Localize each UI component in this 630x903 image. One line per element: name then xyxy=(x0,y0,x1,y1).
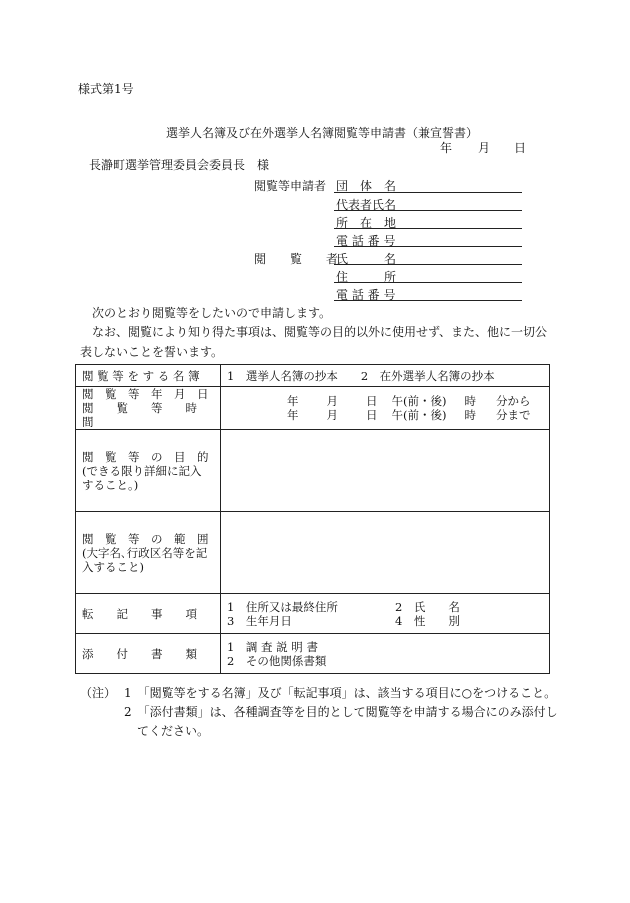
from-year: 年 xyxy=(287,394,299,408)
viewer-label: 閲 覧 者 xyxy=(254,252,339,266)
date-month: 月 xyxy=(478,141,491,155)
note-2-line1: 2 「添付書類」は、各種調査等を目的として閲覧等を申請する場合にのみ添付し xyxy=(124,705,558,719)
table-row-transcription xyxy=(76,594,550,634)
attachments-content[interactable] xyxy=(221,634,550,674)
datetime-label xyxy=(76,387,221,430)
applicant-phone-field[interactable] xyxy=(334,246,522,247)
to-hour: 時 xyxy=(464,408,476,422)
list-label: 閲 覧 等 を す る 名 簿 xyxy=(76,365,221,387)
list-content[interactable]: 1 選挙人名簿の抄本 2 在外選挙人名簿の抄本 xyxy=(221,365,550,387)
applicant-group-name-field[interactable] xyxy=(334,192,522,193)
from-day: 日 xyxy=(366,394,378,408)
applicant-representative-field[interactable] xyxy=(334,210,522,211)
purpose-label-line2: (できる限り詳細に記入 xyxy=(82,463,202,478)
transcription-item-address[interactable]: 1 住所又は最終住所 xyxy=(227,599,338,614)
purpose-field[interactable] xyxy=(221,430,550,512)
datetime-content[interactable] xyxy=(221,387,550,430)
application-table xyxy=(75,364,550,674)
transcription-content[interactable] xyxy=(221,594,550,634)
applicant-label: 閲覧等申請者 xyxy=(254,179,327,193)
datetime-from-line xyxy=(227,394,543,408)
to-month: 月 xyxy=(326,408,338,422)
purpose-label-line3: すること。) xyxy=(82,477,139,492)
transcription-item-birthdate[interactable]: 3 生年月日 xyxy=(227,613,292,628)
table-row-datetime xyxy=(76,387,550,430)
purpose-label-line1: 閲 覧 等 の 目 的 xyxy=(82,449,209,464)
body-line-3: 表しないことを誓います。 xyxy=(80,345,224,359)
purpose-label xyxy=(76,430,221,512)
date-day: 日 xyxy=(514,141,527,155)
datetime-label-line2: 閲 覧 等 時 間 xyxy=(82,401,220,429)
viewer-address-field[interactable] xyxy=(334,282,522,283)
applicant-address-field[interactable] xyxy=(334,228,522,229)
viewer-address-label: 住 所 xyxy=(336,270,397,284)
attachment-item-survey[interactable]: 1 調 査 説 明 書 xyxy=(227,639,318,654)
note-2-line2: てください。 xyxy=(137,724,210,738)
from-minute: 分から xyxy=(495,394,531,408)
notes-prefix: （注） xyxy=(80,686,117,700)
body-line-1: 次のとおり閲覧等をしたいので申請します。 xyxy=(92,306,332,320)
table-row-list xyxy=(76,365,550,387)
viewer-phone-label: 電 話 番 号 xyxy=(336,288,396,302)
datetime-to-line xyxy=(227,408,543,422)
applicant-address-label: 所 在 地 xyxy=(336,216,397,230)
note-1: 1 「閲覧等をする名簿」及び「転記事項」は、該当する項目に○をつけること。 xyxy=(124,686,557,700)
transcription-item-name[interactable]: 2 氏 名 xyxy=(395,599,460,614)
viewer-name-label: 氏 名 xyxy=(336,252,397,266)
applicant-representative-label: 代表者氏名 xyxy=(336,198,397,212)
scope-label-line2: (大字名､行政区名等を記 xyxy=(82,545,208,560)
transcription-item-gender[interactable]: 4 性 別 xyxy=(395,613,460,628)
scope-label-line1: 閲 覧 等 の 範 囲 xyxy=(82,531,209,546)
from-hour: 時 xyxy=(464,394,476,408)
datetime-label-line1: 閲 覧 等 年 月 日 xyxy=(82,387,209,401)
table-row-purpose xyxy=(76,430,550,512)
from-month: 月 xyxy=(326,394,338,408)
to-day: 日 xyxy=(366,408,378,422)
body-line-2: なお、閲覧により知り得た事項は、閲覧等の目的以外に使用せず、また、他に一切公 xyxy=(92,325,548,339)
form-title: 選挙人名簿及び在外選挙人名簿閲覧等申請書（兼宣誓書） xyxy=(166,126,479,140)
viewer-phone-field[interactable] xyxy=(334,300,522,301)
applicant-phone-label: 電 話 番 号 xyxy=(336,234,396,248)
addressee: 長瀞町選挙管理委員会委員長 様 xyxy=(89,158,270,172)
attachments-label: 添 付 書 類 xyxy=(76,634,221,674)
attachment-item-other[interactable]: 2 その他関係書類 xyxy=(227,653,327,668)
scope-label xyxy=(76,512,221,594)
applicant-group-name-label: 団 体 名 xyxy=(336,179,397,193)
scope-label-line3: 入すること) xyxy=(82,559,144,574)
table-row-attachments xyxy=(76,634,550,674)
to-minute: 分まで xyxy=(495,408,531,422)
transcription-label: 転 記 事 項 xyxy=(76,594,221,634)
table-row-scope xyxy=(76,512,550,594)
viewer-name-field[interactable] xyxy=(334,264,522,265)
form-number: 様式第1号 xyxy=(78,82,134,96)
to-year: 年 xyxy=(287,408,299,422)
date-year: 年 xyxy=(440,141,453,155)
to-ampm: 午(前・後) xyxy=(391,408,447,422)
scope-field[interactable] xyxy=(221,512,550,594)
from-ampm: 午(前・後) xyxy=(391,394,447,408)
